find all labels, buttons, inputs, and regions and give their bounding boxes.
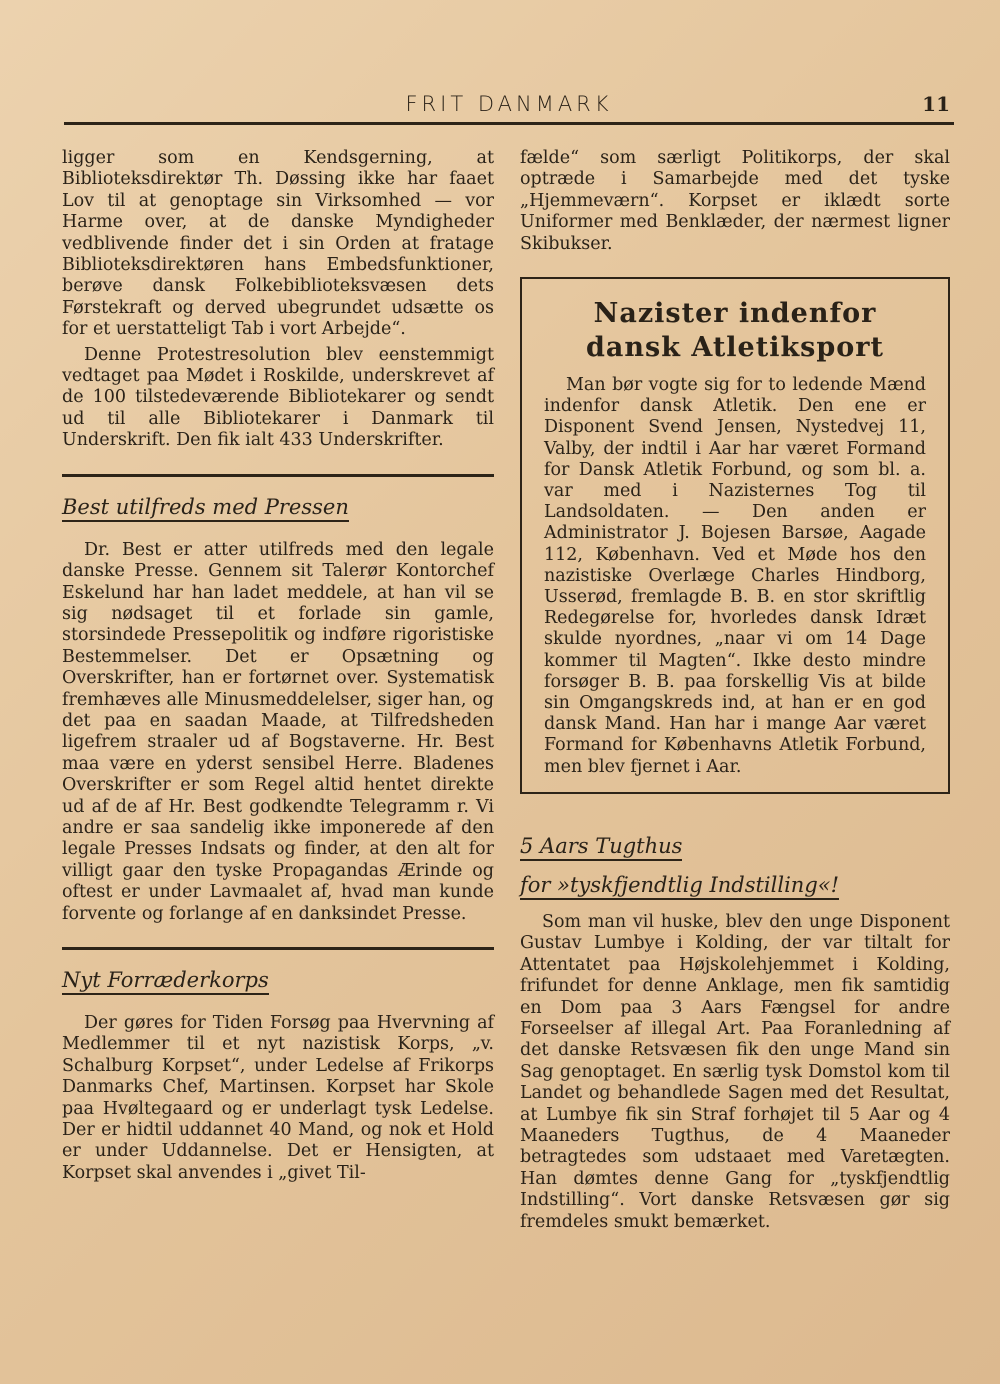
section-heading-forraederkorps: Nyt Forræderkorps	[62, 968, 269, 995]
section-body-best: Dr. Best er atter utilfreds med den legale danske Presse. Gennem sit Talerør Kontorchef Eskelund har han ladet meddele, at han vil se sig nødsaget til et forlade sin gamle, storsindede Pressepolitik og indføre rigoristiske Bestemmelser. Det er Opsætning og Overskrifter, han er fortørnet over. Systematisk fremhæves alle Minusmeddelelser, siger han, og det paa en saadan Maade, at Tilfredsheden ligefrem straaler ud af Bogstaverne. Hr. Best maa være en yderst sensibel Herre. Bladenes Overskrifter er som Regel altid hentet direkte ud af de af Hr. Best godkendte Telegramm r. Vi andre er saa sandelig ikke imponerede af den legale Presses Indsats og finder, at den alt for villigt gaar den tyske Propagandas Ærinde og oftest er under Lavmaalet af, hvad man kunde forvente og forlange af en danksindet Presse.	[62, 539, 494, 924]
section-body-forraederkorps: Der gøres for Tiden Forsøg paa Hvervning af Medlemmer til et nyt nazistisk Korps, „v. Schalburg Korpset“, under Ledelse af Frikorps Danmarks Chef, Martinsen. Korpset har Skole paa Hvøltegaard og er underlagt tysk Ledelse. Der er hidtil uddannet 40 Mand, og nok et Hold er under Uddannelse. Det er Hensigten, at Korpset skal anvendes i „givet Til-	[62, 1013, 494, 1183]
section-heading-tugthus-line-1: 5 Aars Tugthus	[520, 834, 682, 861]
section-heading-best: Best utilfreds med Pressen	[62, 495, 349, 522]
page-number: 11	[922, 92, 950, 116]
left-column	[62, 148, 494, 1184]
boxed-title-line-2: dansk Atletiksport	[586, 332, 884, 364]
protest-resolution-paragraph: Denne Protestresolution blev eenstemmigt vedtaget paa Mødet i Roskilde, underskrevet af de 100 tilstedeværende Bibliotekarer og sendt ud til alle Bibliotekarer i Danmark til Underskrift. Den fik ialt 433 Underskrifter.	[62, 344, 494, 451]
section-heading-tugthus-line-2: for »tyskfjendtlig Indstilling«!	[520, 873, 839, 900]
korps-continuation-paragraph: fælde“ som særligt Politikorps, der skal optræde i Samarbejde med det tyske „Hjemmeværn“. Korpset er iklædt sorte Uniformer med Benklæder, der nærmest ligner Skibukser.	[520, 148, 950, 254]
publication-title: FRIT DANMARK	[405, 92, 613, 116]
spacer	[520, 794, 950, 834]
header-divider	[64, 122, 954, 125]
boxed-article-body: Man bør vogte sig for to ledende Mænd indenfor dansk Atletik. Den ene er Disponent Svend Jensen, Nystedvej 11, Valby, der indtil i Aar har været Formand for Dansk Atletik Forbund, og som bl. a. var med i Nazisternes Tog til Landsoldaten. — Den anden er Administrator J. Bojesen Barsøe, Aagade 112, København. Ved et Møde hos den nazistiske Overlæge Charles Hindborg, Usserød, fremlagde B. B. en stor skriftlig Redegørelse for, hvorledes dansk Idræt skulde nyordnes, „naar vi om 14 Dage kommer til Magten“. Ikke desto mindre forsøger B. B. paa forskellig Vis at bilde sin Omgangskreds ind, at han er en god dansk Mand. Han har i mange Aar været Formand for Københavns Atletik Forbund, men blev fjernet i Aar.	[544, 375, 926, 777]
section-divider	[62, 947, 494, 950]
section-divider	[62, 474, 494, 477]
page-header	[64, 90, 954, 122]
section-body-tugthus: Som man vil huske, blev den unge Disponent Gustav Lumbye i Kolding, der var tiltalt for Attentatet paa Højskolehjemmet i Kolding, frifundet for denne Anklage, men fik samtidig en Dom paa 3 Aars Fængsel for andre Forseelser af illegal Art. Paa Foranledning af det danske Retsvæsen fik den unge Mand sin Sag genoptaget. En særlig tysk Domstol kom til Landet og behandlede Sagen med det Resultat, at Lumbye fik sin Straf forhøjet til 5 Aar og 4 Maaneders Tugthus, de 4 Maaneder betragtedes som udstaaet med Varetægten. Han dømtes denne Gang for „tyskfjendtlig Indstilling“. Vort danske Retsvæsen gør sig fremdeles smukt bemærket.	[520, 911, 950, 1232]
boxed-article	[520, 277, 950, 794]
article-continuation-paragraph: ligger som en Kendsgerning, at Biblioteksdirektør Th. Døssing ikke har faaet Lov til at genoptage sin Virksomhed — vor Harme over, at de danske Myndigheder vedblivende finder det i sin Orden at fratage Biblioteksdirektøren hans Embedsfunktioner, berøve dansk Folkebiblioteksvæsen dets Førstekraft og derved ubegrundet udsætte os for et uerstatteligt Tab i vort Arbejde“.	[62, 148, 494, 340]
boxed-title-line-1: Nazister indenfor	[593, 298, 877, 330]
right-column	[520, 148, 950, 1233]
boxed-article-title	[544, 297, 926, 365]
